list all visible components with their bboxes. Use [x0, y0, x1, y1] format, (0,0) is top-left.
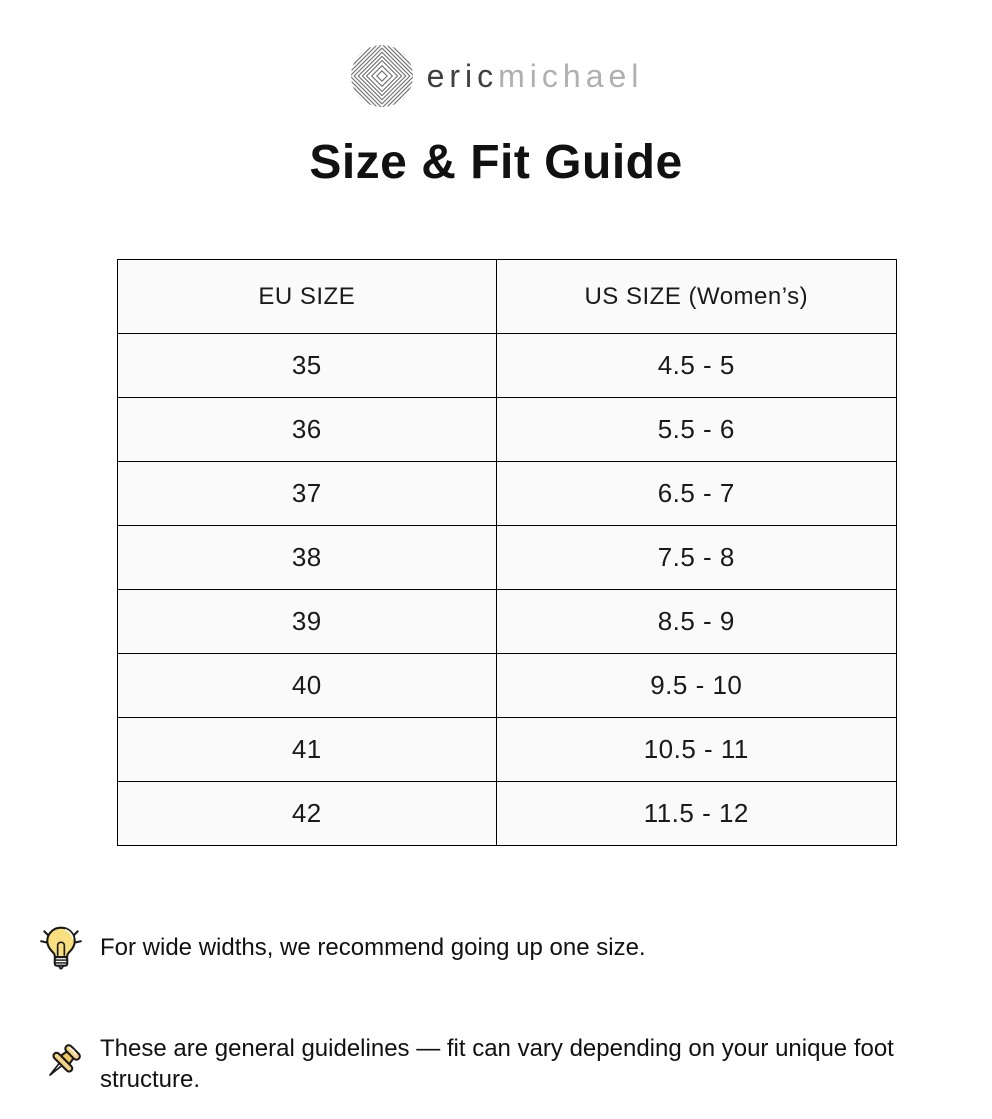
note-text: These are general guidelines — fit can vary depending on your unique foot structure. — [100, 1035, 894, 1093]
brand-logo — [0, 0, 992, 109]
eu-size-cell: 41 — [118, 718, 497, 782]
eu-size-cell: 39 — [118, 590, 497, 654]
notes-section — [36, 908, 962, 1119]
us-size-cell: 11.5 - 12 — [496, 782, 896, 846]
note-text: For wide widths, we recommend going up one size. — [100, 934, 646, 961]
eu-size-cell: 38 — [118, 526, 497, 590]
pushpin-icon — [36, 1039, 86, 1089]
column-header-eu-size: EU SIZE — [118, 260, 497, 334]
eu-size-cell: 40 — [118, 654, 497, 718]
brand-wordmark — [427, 60, 644, 92]
table-row — [118, 718, 897, 782]
eu-size-cell: 37 — [118, 462, 497, 526]
brand-name-primary: eric — [426, 58, 499, 94]
table-row — [118, 526, 897, 590]
us-size-cell: 5.5 - 6 — [496, 398, 896, 462]
us-size-cell: 6.5 - 7 — [496, 462, 896, 526]
eu-size-cell: 35 — [118, 334, 497, 398]
table-row — [118, 398, 897, 462]
size-table — [117, 259, 897, 846]
lightbulb-icon — [36, 923, 86, 973]
column-header-us-size: US SIZE (Women’s) — [496, 260, 896, 334]
concentric-diamond-pattern-icon — [349, 43, 415, 109]
note-wide-widths — [36, 908, 962, 987]
brand-name-secondary: michael — [498, 58, 644, 94]
us-size-cell: 10.5 - 11 — [496, 718, 896, 782]
note-general-guidelines — [36, 1009, 962, 1119]
eu-size-cell: 42 — [118, 782, 497, 846]
table-row — [118, 654, 897, 718]
table-row — [118, 334, 897, 398]
us-size-cell: 7.5 - 8 — [496, 526, 896, 590]
table-row — [118, 590, 897, 654]
us-size-cell: 9.5 - 10 — [496, 654, 896, 718]
table-header-row — [118, 260, 897, 334]
table-row — [118, 782, 897, 846]
us-size-cell: 8.5 - 9 — [496, 590, 896, 654]
eu-size-cell: 36 — [118, 398, 497, 462]
page-title: Size & Fit Guide — [309, 136, 683, 189]
table-row — [118, 462, 897, 526]
us-size-cell: 4.5 - 5 — [496, 334, 896, 398]
